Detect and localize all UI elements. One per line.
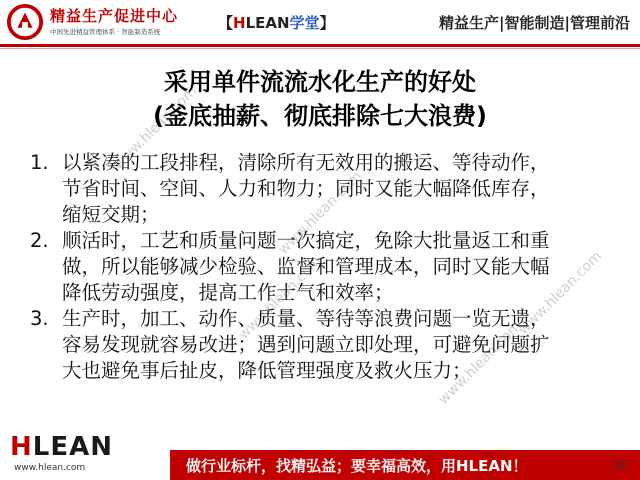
watermark-text: www.hlean.com [515, 248, 606, 338]
page-number: 28 [612, 459, 626, 472]
brand-xuetang: 学堂 [289, 14, 320, 32]
lean-center-logo-icon [6, 3, 44, 41]
list-item-line: 做，所以能够减少检验、监督和管理成本，同时又能大幅 [62, 255, 550, 278]
list-item-line: 以紧凑的工段排程，清除所有无效用的搬运、等待动作， [62, 151, 550, 174]
list-item-line: 生产时，加工、动作、质量、等待等浪费问题一览无遗， [62, 307, 550, 330]
bracket-right: 】 [319, 14, 335, 32]
brand-lean: LEAN [245, 14, 290, 32]
watermark-text: www.hlean.com [110, 83, 201, 173]
header-divider-thin [0, 48, 640, 49]
list-item-number: 3. [30, 307, 49, 330]
list-item-line: 顺活时，工艺和质量问题一次搞定，免除大批量返工和重 [62, 229, 550, 252]
footer-slogan: 做行业标杆，找精弘益；要幸福高效，用HLEAN！ [186, 457, 528, 475]
list-item [30, 306, 625, 384]
brand-h: H [233, 14, 246, 32]
footer-url: www.hlean.com [14, 463, 86, 473]
list-item-number: 1. [30, 151, 49, 174]
bracket-left: 【 [218, 14, 234, 32]
hlean-footer-logo [10, 432, 113, 462]
list-item-number: 2. [30, 229, 49, 252]
watermark-text: www.hlean.com [235, 253, 326, 343]
benefits-list [30, 150, 625, 384]
list-item-line: 容易发现就容易改进；遇到问题立即处理，可避免问题扩 [62, 333, 550, 356]
header-divider [0, 44, 640, 47]
list-item-line: 大也避免事后扯皮，降低管理强度及救火压力； [62, 359, 472, 382]
slide-subtitle: (釜底抽薪、彻底排除七大浪费) [153, 102, 487, 130]
slide-title: 采用单件流流水化生产的好处 [164, 68, 476, 96]
slide-header [0, 0, 640, 46]
logo-title: 精益生产促进中心 [50, 7, 179, 25]
list-item [30, 228, 625, 306]
watermark-text: www.hlean.com [275, 168, 366, 258]
watermark-text: www.hlean.com [435, 318, 526, 408]
list-item [30, 150, 625, 228]
list-item-line: 降低劳动强度，提高工作士气和效率； [62, 281, 394, 304]
logo-subtitle: 中国先进精益管理体系 · 智能制造系统 [50, 28, 161, 36]
hlean-xuetang-brand [218, 12, 335, 33]
footer-logo-lean: LEAN [32, 432, 113, 462]
header-slogan: 精益生产|智能制造|管理前沿 [439, 14, 630, 32]
list-item-line: 缩短交期； [62, 203, 160, 226]
list-item-line: 节省时间、空间、人力和物力；同时又能大幅降低库存， [62, 177, 550, 200]
footer-logo-h: H [10, 432, 33, 462]
